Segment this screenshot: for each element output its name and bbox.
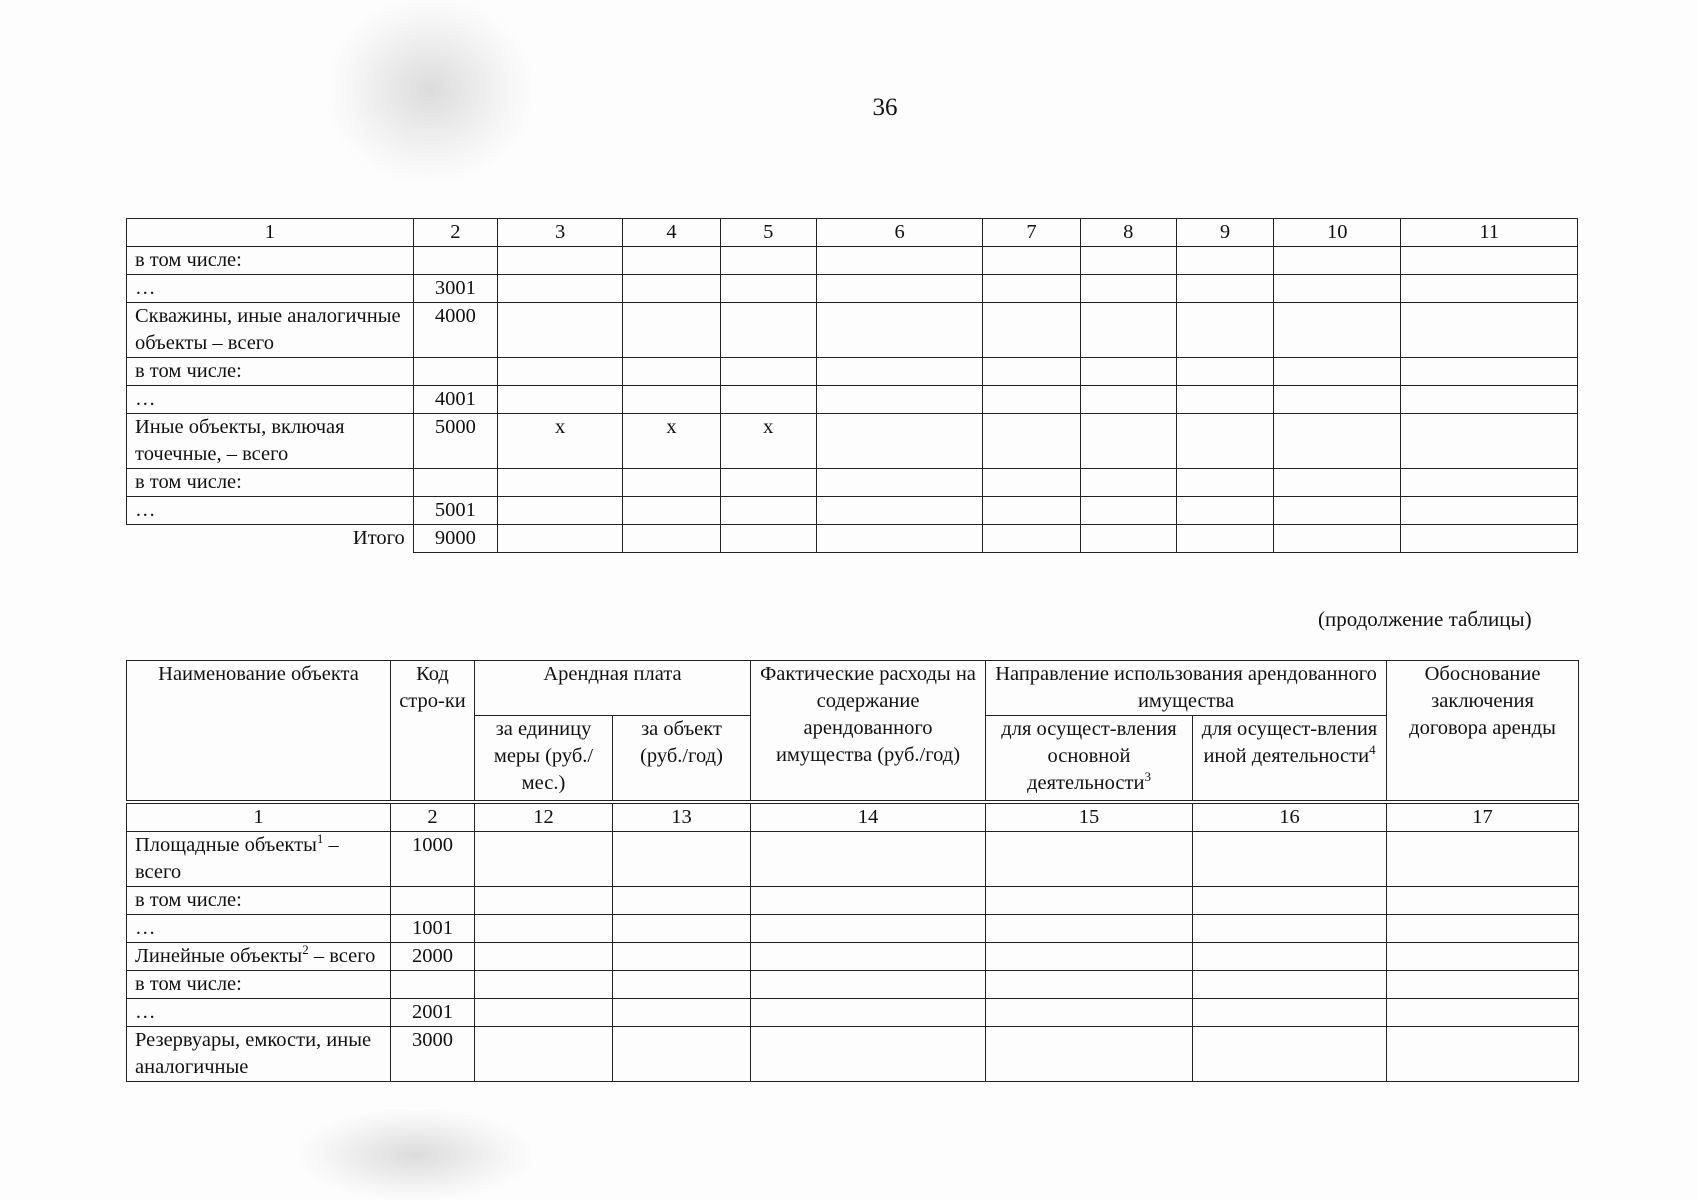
table-cell — [475, 943, 613, 971]
table-cell — [1080, 414, 1176, 469]
row-name-text: … — [135, 917, 156, 939]
table-cell — [983, 303, 1080, 358]
table-row — [127, 915, 1579, 943]
table-cell: x — [720, 414, 816, 469]
table-cell — [1274, 497, 1401, 525]
table-cell — [1080, 469, 1176, 497]
table-cell — [1274, 386, 1401, 414]
row-name — [127, 887, 391, 915]
table-cell — [1401, 358, 1578, 386]
table-cell — [613, 1027, 751, 1082]
table-cell — [720, 247, 816, 275]
table-cell — [1176, 303, 1273, 358]
row-name — [127, 971, 391, 999]
table-cell — [1193, 1027, 1387, 1082]
row-code — [413, 247, 497, 275]
row-code — [391, 971, 475, 999]
header-usage-main-text: для осущест-вления основной деятельности — [1001, 718, 1177, 794]
bottom-table-body — [127, 832, 1579, 1082]
table-cell — [986, 832, 1193, 887]
footnote-mark: 2 — [302, 942, 309, 958]
table-cell — [983, 525, 1080, 553]
table-cell — [816, 386, 982, 414]
table-cell — [475, 999, 613, 1027]
table-cell — [498, 386, 623, 414]
table-cell — [986, 887, 1193, 915]
table-cell — [623, 303, 720, 358]
table-cell — [983, 414, 1080, 469]
table-cell — [1176, 386, 1273, 414]
row-name-text: Резервуары, емкости, иные аналогичные — [135, 1029, 372, 1078]
total-row — [127, 525, 1578, 553]
table-cell — [1176, 525, 1273, 553]
table-cell — [1387, 915, 1579, 943]
row-code: 2000 — [391, 943, 475, 971]
header-usage-other — [1193, 716, 1387, 801]
table-cell: x — [623, 414, 720, 469]
table-cell — [1401, 469, 1578, 497]
table-row — [127, 497, 1578, 525]
row-name-suffix: – всего — [135, 834, 339, 883]
header-number: 4 — [623, 219, 720, 247]
table-cell — [1401, 247, 1578, 275]
table-cell — [720, 275, 816, 303]
table-cell — [1080, 497, 1176, 525]
table-cell — [623, 275, 720, 303]
header-number: 15 — [986, 804, 1193, 832]
row-name — [127, 915, 391, 943]
table-row — [127, 358, 1578, 386]
table-cell — [720, 525, 816, 553]
table-cell — [498, 247, 623, 275]
table-cell — [1401, 303, 1578, 358]
bottom-table — [126, 660, 1579, 1082]
row-name — [127, 1027, 391, 1082]
row-name: … — [127, 275, 414, 303]
table-cell — [983, 497, 1080, 525]
table-cell: x — [498, 414, 623, 469]
table-cell — [1274, 358, 1401, 386]
table-cell — [1401, 275, 1578, 303]
table-cell — [1080, 303, 1176, 358]
header-expenses: Фактические расходы на содержание арендованного имущества (руб./год) — [751, 661, 986, 801]
table-cell — [720, 469, 816, 497]
table-cell — [1387, 943, 1579, 971]
table-cell — [498, 497, 623, 525]
table-cell — [1401, 386, 1578, 414]
row-code — [391, 887, 475, 915]
table-cell — [1193, 971, 1387, 999]
total-code: 9000 — [413, 525, 497, 553]
table-cell — [498, 275, 623, 303]
table-cell — [613, 943, 751, 971]
table-row — [127, 303, 1578, 358]
table-cell — [475, 887, 613, 915]
table-cell — [475, 915, 613, 943]
table-cell — [1387, 887, 1579, 915]
bottom-header-row-1 — [127, 661, 1579, 716]
row-code — [413, 469, 497, 497]
table-cell — [1401, 497, 1578, 525]
table-cell — [720, 303, 816, 358]
row-name: в том числе: — [127, 247, 414, 275]
header-number: 12 — [475, 804, 613, 832]
table-cell — [983, 358, 1080, 386]
table-cell — [720, 497, 816, 525]
row-name-text: Площадные объекты — [135, 834, 317, 856]
header-number: 5 — [720, 219, 816, 247]
header-number: 7 — [983, 219, 1080, 247]
header-name: Наименование объекта — [127, 661, 391, 801]
table-cell — [623, 247, 720, 275]
header-rent-unit: за единицу меры (руб./мес.) — [475, 716, 613, 801]
header-justification: Обоснование заключения договора аренды — [1387, 661, 1579, 801]
table-cell — [613, 971, 751, 999]
header-number: 6 — [816, 219, 982, 247]
table-cell — [623, 358, 720, 386]
bottom-number-row — [127, 804, 1579, 832]
top-table-body — [127, 247, 1578, 525]
table-cell — [1176, 247, 1273, 275]
table-cell — [623, 386, 720, 414]
table-cell — [623, 525, 720, 553]
table-cell — [1080, 525, 1176, 553]
row-name — [127, 832, 391, 887]
table-cell — [983, 275, 1080, 303]
header-number: 8 — [1080, 219, 1176, 247]
table-cell — [1274, 275, 1401, 303]
table-row — [127, 832, 1579, 887]
table-cell — [1176, 358, 1273, 386]
table-cell — [986, 971, 1193, 999]
row-name — [127, 999, 391, 1027]
table-cell — [1193, 943, 1387, 971]
table-cell — [613, 832, 751, 887]
header-rent: Арендная плата — [475, 661, 751, 716]
table-cell — [1387, 832, 1579, 887]
row-name: в том числе: — [127, 358, 414, 386]
top-table-header-row — [127, 219, 1578, 247]
table-row — [127, 247, 1578, 275]
table-cell — [986, 999, 1193, 1027]
top-table — [126, 218, 1578, 553]
table-cell — [816, 275, 982, 303]
row-code: 4001 — [413, 386, 497, 414]
table-cell — [720, 386, 816, 414]
row-name: в том числе: — [127, 469, 414, 497]
table-row — [127, 999, 1579, 1027]
table-cell — [816, 414, 982, 469]
row-name: … — [127, 497, 414, 525]
header-number: 1 — [127, 219, 414, 247]
table-cell — [623, 469, 720, 497]
page-number: 36 — [872, 94, 898, 121]
header-number: 2 — [391, 804, 475, 832]
scan-artifact-top — [330, 0, 530, 180]
table-row — [127, 943, 1579, 971]
row-name: Скважины, иные аналогичные объекты – всего — [127, 303, 414, 358]
table-cell — [1193, 915, 1387, 943]
table-cell — [1387, 1027, 1579, 1082]
row-code: 4000 — [413, 303, 497, 358]
table-cell — [1387, 971, 1579, 999]
table-cell — [1176, 414, 1273, 469]
table-cell — [613, 999, 751, 1027]
continuation-caption: (продолжение таблицы) — [1318, 607, 1532, 631]
footnote-mark: 1 — [316, 831, 324, 847]
table-cell — [1193, 887, 1387, 915]
row-code: 3000 — [391, 1027, 475, 1082]
table-cell — [986, 1027, 1193, 1082]
table-cell — [986, 915, 1193, 943]
header-number: 13 — [613, 804, 751, 832]
table-cell — [1080, 358, 1176, 386]
table-cell — [816, 358, 982, 386]
table-cell — [1274, 469, 1401, 497]
table-cell — [751, 943, 986, 971]
header-number: 11 — [1401, 219, 1578, 247]
header-number: 9 — [1176, 219, 1273, 247]
table-cell — [983, 247, 1080, 275]
table-cell — [720, 358, 816, 386]
table-cell — [1080, 247, 1176, 275]
row-name-text: Линейные объекты — [135, 945, 303, 967]
table-cell — [613, 887, 751, 915]
table-cell — [498, 358, 623, 386]
table-cell — [1274, 414, 1401, 469]
table-cell — [1176, 275, 1273, 303]
table-cell — [751, 915, 986, 943]
table-cell — [1193, 832, 1387, 887]
table-row — [127, 971, 1579, 999]
table-cell — [1176, 469, 1273, 497]
table-cell — [1080, 275, 1176, 303]
table-row — [127, 386, 1578, 414]
header-usage: Направление использования арендованного имущества — [986, 661, 1387, 716]
table-cell — [1274, 247, 1401, 275]
header-number: 3 — [498, 219, 623, 247]
table-row — [127, 414, 1578, 469]
table-cell — [816, 303, 982, 358]
footnote-mark: 4 — [1369, 742, 1376, 758]
table-cell — [475, 971, 613, 999]
table-cell — [1193, 999, 1387, 1027]
header-number: 17 — [1387, 804, 1579, 832]
row-code: 1001 — [391, 915, 475, 943]
header-number: 14 — [751, 804, 986, 832]
header-rent-object: за объект (руб./год) — [613, 716, 751, 801]
table-cell — [816, 525, 982, 553]
total-label: Итого — [127, 525, 414, 553]
table-row — [127, 469, 1578, 497]
table-cell — [751, 971, 986, 999]
table-cell — [1274, 525, 1401, 553]
table-row — [127, 275, 1578, 303]
header-number: 10 — [1274, 219, 1401, 247]
header-code: Код стро-ки — [391, 661, 475, 801]
table-cell — [751, 1027, 986, 1082]
table-cell — [1274, 303, 1401, 358]
table-cell — [983, 469, 1080, 497]
table-cell — [816, 247, 982, 275]
row-code: 3001 — [413, 275, 497, 303]
table-cell — [983, 386, 1080, 414]
table-cell — [498, 469, 623, 497]
row-code: 5001 — [413, 497, 497, 525]
header-number: 1 — [127, 804, 391, 832]
footnote-mark: 3 — [1144, 769, 1151, 785]
header-number: 16 — [1193, 804, 1387, 832]
row-code: 2001 — [391, 999, 475, 1027]
row-code — [413, 358, 497, 386]
header-usage-other-text: для осущест-вления иной деятельности — [1201, 718, 1378, 767]
table-cell — [1387, 999, 1579, 1027]
table-cell — [751, 887, 986, 915]
header-number: 2 — [413, 219, 497, 247]
row-name-text: в том числе: — [135, 889, 242, 911]
table-cell — [623, 497, 720, 525]
table-cell — [816, 497, 982, 525]
row-name-text: … — [135, 1001, 156, 1023]
table-cell — [816, 469, 982, 497]
table-cell — [1080, 386, 1176, 414]
row-code: 5000 — [413, 414, 497, 469]
scan-artifact-bottom — [300, 1110, 530, 1200]
row-name: … — [127, 386, 414, 414]
row-code: 1000 — [391, 832, 475, 887]
table-cell — [751, 999, 986, 1027]
table-cell — [986, 943, 1193, 971]
row-name: Иные объекты, включая точечные, – всего — [127, 414, 414, 469]
table-cell — [475, 1027, 613, 1082]
table-row — [127, 887, 1579, 915]
table-cell — [613, 915, 751, 943]
table-cell — [1401, 414, 1578, 469]
header-usage-main — [986, 716, 1193, 801]
row-name-text: в том числе: — [135, 973, 242, 995]
row-name-suffix: – всего — [308, 945, 376, 967]
table-cell — [1401, 525, 1578, 553]
table-cell — [498, 525, 623, 553]
table-cell — [498, 303, 623, 358]
table-cell — [475, 832, 613, 887]
table-cell — [1176, 497, 1273, 525]
table-cell — [751, 832, 986, 887]
table-row — [127, 1027, 1579, 1082]
row-name — [127, 943, 391, 971]
